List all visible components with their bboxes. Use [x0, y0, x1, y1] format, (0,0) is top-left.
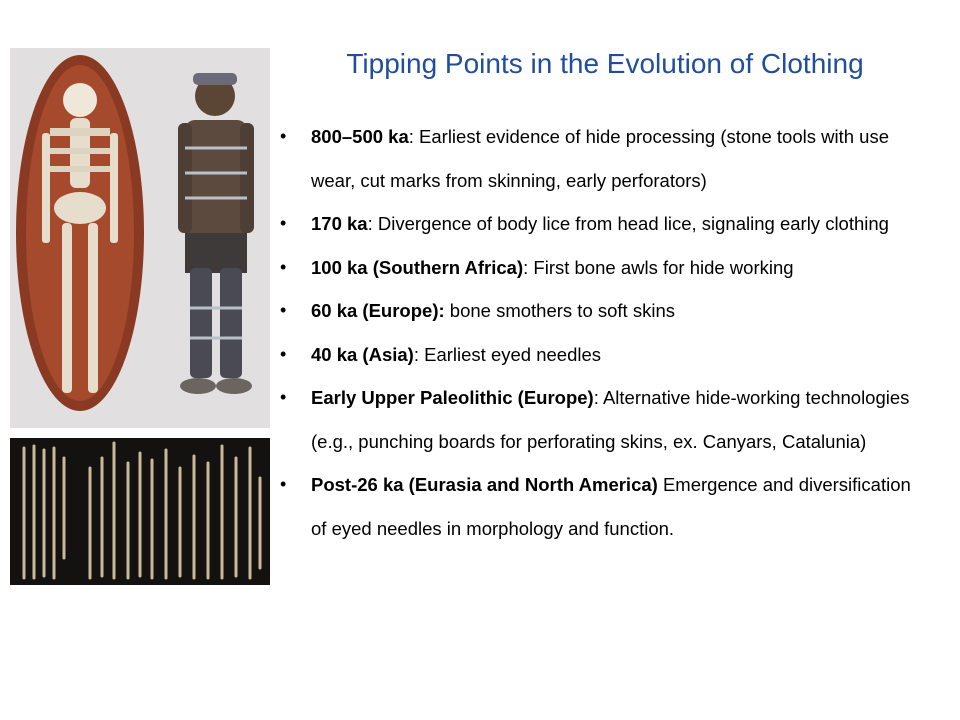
- burial-illustration: [10, 48, 270, 428]
- bone-needles-image: [10, 438, 270, 585]
- bullet-bold: 100 ka (Southern Africa): [311, 256, 524, 278]
- bullet-item: [280, 246, 930, 290]
- bullet-item: [280, 115, 930, 202]
- bullet-text: : Earliest eyed needles: [413, 343, 602, 365]
- bullet-bold: 800–500 ka: [311, 126, 409, 147]
- bullet-item: [280, 333, 930, 377]
- bullet-item: [280, 202, 930, 246]
- bullet-text: bone smothers to soft skins: [444, 300, 675, 321]
- bullet-text: : Divergence of body lice from head lice, signaling early clothing: [367, 213, 889, 234]
- bullet-list: [280, 115, 930, 550]
- bullet-bold: 60 ka (Europe):: [311, 300, 445, 321]
- bullet-item: [280, 289, 930, 333]
- needles-illustration: [10, 438, 270, 585]
- burial-reconstruction-image: [10, 48, 270, 428]
- bullet-bold: 170 ka: [311, 213, 368, 234]
- bullet-bold: Early Upper Paleolithic (Europe): [311, 387, 594, 408]
- bullet-bold: 40 ka (Asia): [311, 343, 414, 365]
- bullet-text: : Alternative hide-working technologies (e.g., punching boards for perforating skins, ex. Canyars, Catalunia): [311, 387, 910, 452]
- bullet-item: [280, 376, 930, 463]
- bullet-text: : First bone awls for hide working: [523, 256, 794, 278]
- bullet-item: [280, 463, 930, 550]
- slide-title: Tipping Points in the Evolution of Clothing: [346, 48, 864, 79]
- bullet-text: Emergence and diversification of eyed needles in morphology and function.: [311, 474, 911, 539]
- bullet-text: : Earliest evidence of hide processing (stone tools with use wear, cut marks from skinning, early perforators): [311, 126, 889, 191]
- bullet-bold: Post-26 ka (Eurasia and North America): [311, 474, 658, 495]
